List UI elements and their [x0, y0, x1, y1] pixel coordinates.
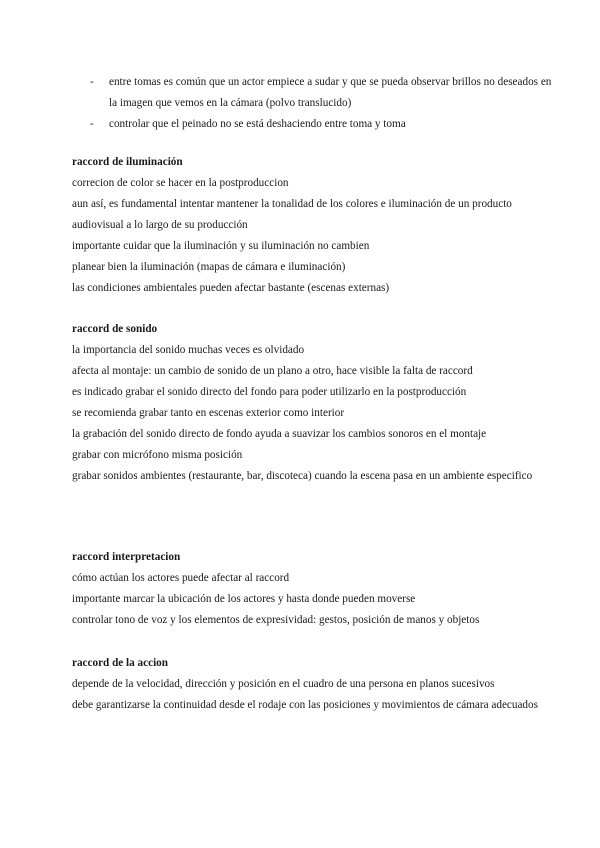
section-sonido: [72, 319, 552, 487]
bullet-text: entre tomas es común que un actor empiece a sudar y que se pueda observar brillos no deseados en la imagen que vemos en la cámara (polvo translucido): [109, 76, 552, 109]
section-heading: raccord interpretacion: [72, 551, 181, 563]
section-heading: raccord de la accion: [72, 657, 169, 669]
text-line: es indicado grabar el sonido directo del fondo para poder utilizarlo en la postproducción: [72, 386, 467, 398]
text-line: la importancia del sonido muchas veces es olvidado: [72, 344, 305, 356]
section-interpretacion: [72, 547, 552, 631]
text-line: correcion de color se hacer en la postproduccion: [72, 177, 289, 189]
bullet-text: controlar que el peinado no se está deshaciendo entre toma y toma: [109, 118, 406, 130]
bullet-item: [90, 114, 560, 135]
text-line: se recomienda grabar tanto en escenas exterior como interior: [72, 407, 345, 419]
section-iluminacion: [72, 152, 552, 299]
text-line: cómo actúan los actores puede afectar al raccord: [72, 572, 290, 584]
text-line: controlar tono de voz y los elementos de expresividad: gestos, posición de manos y objetos: [72, 614, 480, 626]
bullet-list: [90, 72, 560, 135]
text-line: grabar con micrófono misma posición: [72, 449, 243, 461]
text-line: debe garantizarse la continuidad desde el rodaje con las posiciones y movimientos de cámara adecuados: [72, 699, 538, 711]
section-accion: [72, 653, 552, 716]
text-line: la grabación del sonido directo de fondo ayuda a suavizar los cambios sonoros en el montaje: [72, 428, 487, 440]
text-line: depende de la velocidad, dirección y posición en el cuadro de una persona en planos sucesivos: [72, 678, 495, 690]
bullet-marker: -: [90, 76, 94, 88]
text-line: planear bien la iluminación (mapas de cámara e iluminación): [72, 261, 346, 273]
text-line: importante marcar la ubicación de los actores y hasta donde pueden moverse: [72, 593, 416, 605]
bullet-item: [90, 72, 560, 114]
text-line: aun así, es fundamental intentar mantener la tonalidad de los colores e iluminación de un producto audiovisual a lo largo de su producción: [72, 198, 512, 231]
section-heading: raccord de iluminación: [72, 156, 183, 168]
bullet-marker: -: [90, 118, 94, 130]
text-line: las condiciones ambientales pueden afectar bastante (escenas externas): [72, 282, 390, 294]
text-line: importante cuidar que la iluminación y su iluminación no cambien: [72, 240, 370, 252]
text-line: grabar sonidos ambientes (restaurante, bar, discoteca) cuando la escena pasa en un ambiente especifico: [72, 470, 533, 482]
text-line: afecta al montaje: un cambio de sonido de un plano a otro, hace visible la falta de raccord: [72, 365, 473, 377]
section-heading: raccord de sonido: [72, 323, 158, 335]
